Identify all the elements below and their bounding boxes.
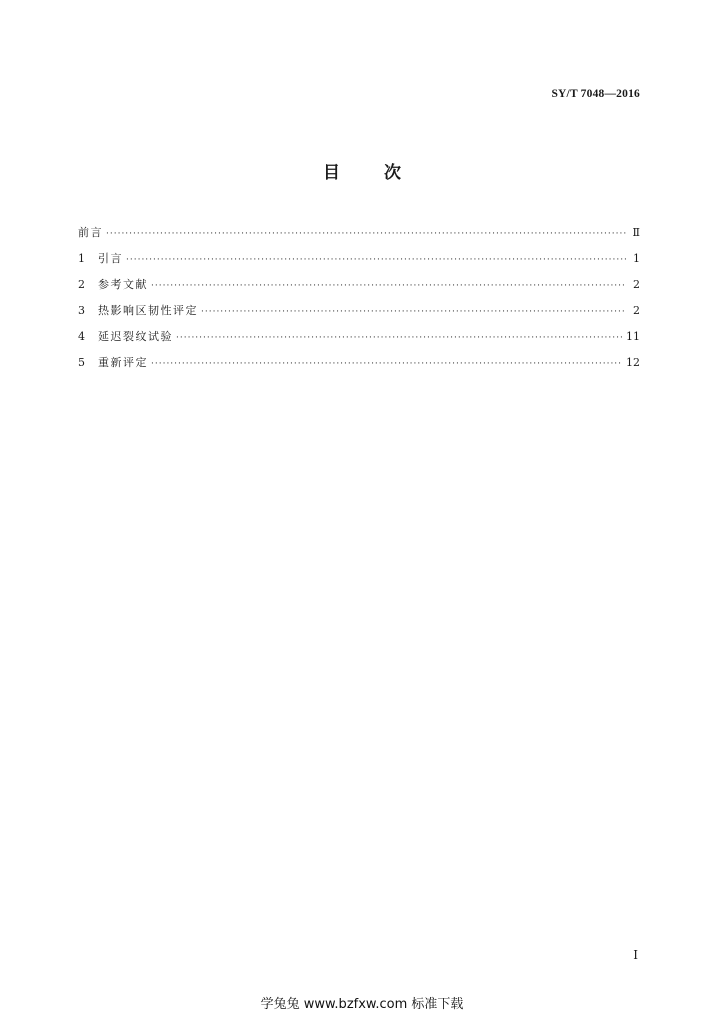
watermark-text: 学兔兔 www.bzfxw.com 标准下载 (260, 997, 464, 1012)
toc-title (0, 158, 724, 183)
page-number: I (633, 948, 638, 962)
toc-dot-leader (106, 229, 626, 239)
toc-entry-introduction[interactable] (78, 250, 640, 276)
table-of-contents (78, 224, 640, 380)
toc-entry-page: 2 (633, 304, 640, 317)
toc-entry-references[interactable] (78, 276, 640, 302)
toc-dot-leader (201, 307, 626, 317)
toc-entry-foreword[interactable] (78, 224, 640, 250)
toc-entry-delayed-cracking[interactable] (78, 328, 640, 354)
toc-entry-label: 重新评定 (98, 356, 148, 369)
toc-entry-number: 1 (78, 252, 85, 265)
toc-entry-page: 1 (633, 252, 640, 265)
toc-entry-page: Ⅱ (632, 226, 640, 239)
toc-dot-leader (176, 333, 622, 343)
toc-title-part1: 目 (323, 163, 340, 183)
toc-entry-label: 延迟裂纹试验 (98, 330, 173, 343)
toc-entry-number: 4 (78, 330, 85, 343)
toc-entry-page: 2 (633, 278, 640, 291)
toc-entry-number: 5 (78, 356, 85, 369)
toc-entry-label: 引言 (98, 252, 123, 265)
toc-entry-haz-toughness[interactable] (78, 302, 640, 328)
toc-entry-number: 3 (78, 304, 85, 317)
toc-dot-leader (151, 359, 622, 369)
toc-entry-page: 12 (626, 356, 640, 369)
toc-entry-label: 热影响区韧性评定 (98, 304, 198, 317)
toc-entry-requalification[interactable] (78, 354, 640, 380)
toc-entry-page: 11 (626, 330, 640, 343)
toc-entry-label: 参考文献 (98, 278, 148, 291)
document-code: SY/T 7048—2016 (551, 88, 640, 100)
toc-entry-label: 前言 (78, 226, 103, 239)
toc-title-part2: 次 (384, 163, 401, 183)
toc-entry-number: 2 (78, 278, 85, 291)
toc-dot-leader (151, 281, 626, 291)
toc-dot-leader (126, 255, 626, 265)
